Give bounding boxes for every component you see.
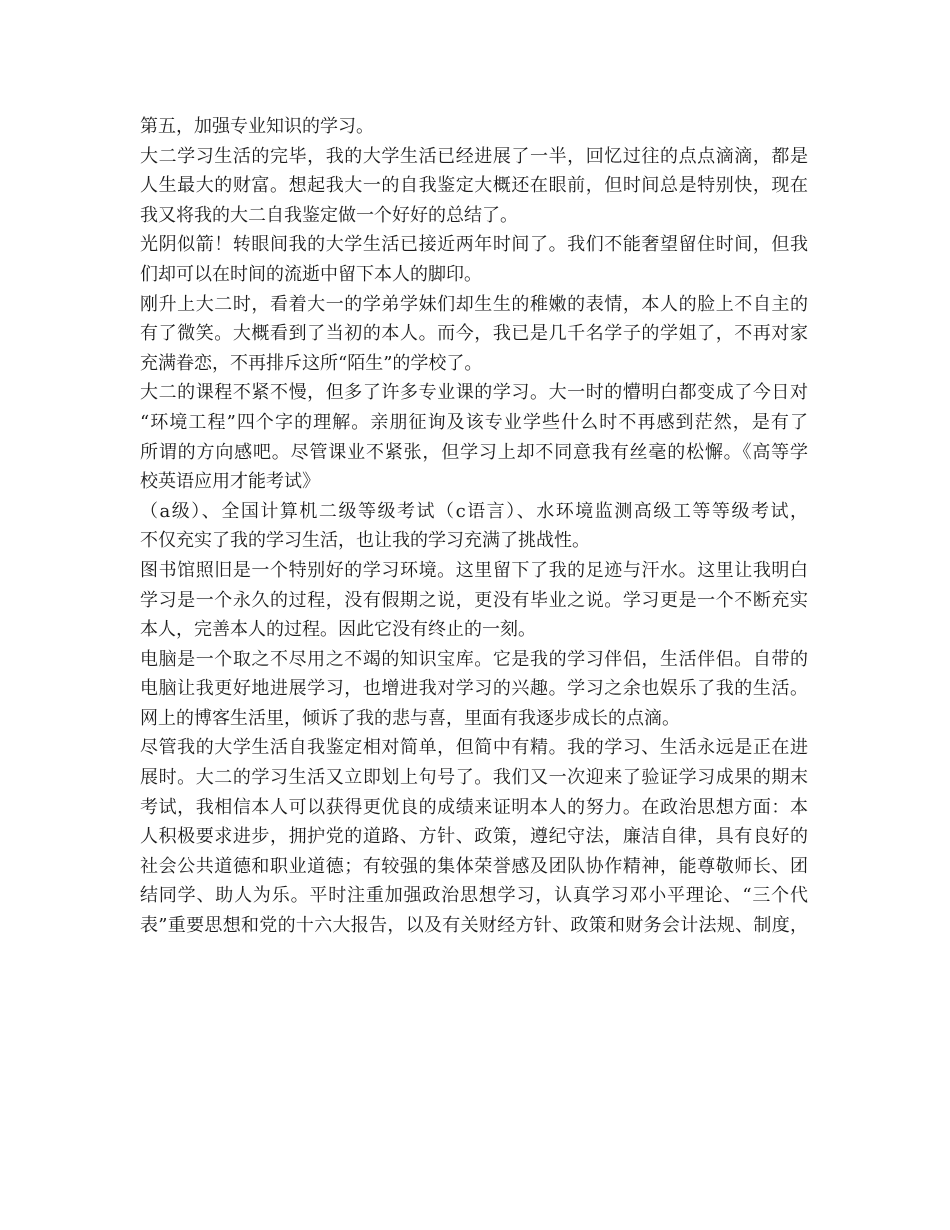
text-line: 社会公共道德和职业道德；有较强的集体荣誉感及团队协作精神，能尊敬师长、团 <box>140 855 808 877</box>
text-line: 们却可以在时间的流逝中留下本人的脚印。 <box>140 263 482 285</box>
text-line: 刚升上大二时，看着大一的学弟学妹们却生生的稚嫩的表情，本人的脸上不自主的 <box>140 293 808 315</box>
text-line: 人生最大的财富。想起我大一的自我鉴定大概还在眼前，但时间总是特别快，现在 <box>140 175 808 197</box>
text-line: 所谓的方向感吧。尽管课业不紧张，但学习上却不同意我有丝毫的松懈。《高等学 <box>140 441 808 463</box>
text-line: 人积极要求进步，拥护党的道路、方针、政策，遵纪守法，廉洁自律，具有良好的 <box>140 826 808 848</box>
text-line: 学习是一个永久的过程，没有假期之说，更没有毕业之说。学习更是一个不断充实 <box>140 589 808 611</box>
text-line: 大二的课程不紧不慢，但多了许多专业课的学习。大一时的懵明白都变成了今日对 <box>140 382 808 404</box>
text-line: 图书馆照旧是一个特别好的学习环境。这里留下了我的足迹与汗水。这里让我明白 <box>140 559 808 581</box>
text-line: “环境工程”四个字的理解。亲朋征询及该专业学些什么时不再感到茫然，是有了 <box>140 411 808 433</box>
text-line: 电脑让我更好地进展学习，也增进我对学习的兴趣。学习之余也娱乐了我的生活。 <box>140 678 808 700</box>
text-line: 表”重要思想和党的十六大报告，以及有关财经方针、政策和财务会计法规、制度， <box>140 915 808 937</box>
text-line: （a级）、全国计算机二级等级考试（c语言）、水环境监测高级工等等级考试， <box>140 500 808 522</box>
text-line: 电脑是一个取之不尽用之不竭的知识宝库。它是我的学习伴侣，生活伴侣。自带的 <box>140 648 808 670</box>
text-line: 展时。大二的学习生活又立即划上句号了。我们又一次迎来了验证学习成果的期末 <box>140 767 808 789</box>
text-line: 校英语应用才能考试》 <box>140 471 320 493</box>
text-line: 我又将我的大二自我鉴定做一个好好的总结了。 <box>140 204 518 226</box>
text-line: 大二学习生活的完毕，我的大学生活已经进展了一半，回忆过往的点点滴滴，都是 <box>140 145 808 167</box>
text-line: 不仅充实了我的学习生活，也让我的学习充满了挑战性。 <box>140 530 590 552</box>
text-line: 有了微笑。大概看到了当初的本人。而今，我已是几千名学子的学姐了，不再对家 <box>140 323 808 345</box>
text-line: 本人，完善本人的过程。因此它没有终止的一刻。 <box>140 619 536 641</box>
text-line: 第五，加强专业知识的学习。 <box>140 116 374 137</box>
text-line: 网上的博客生活里，倾诉了我的悲与喜，里面有我逐步成长的点滴。 <box>140 707 680 729</box>
document-body <box>140 112 830 941</box>
text-line: 尽管我的大学生活自我鉴定相对简单，但简中有精。我的学习、生活永远是正在进 <box>140 737 808 759</box>
text-line: 充满眷恋，不再排斥这所“陌生”的学校了。 <box>140 352 483 374</box>
text-line: 考试，我相信本人可以获得更优良的成绩来证明本人的努力。在政治思想方面：本 <box>140 796 808 818</box>
text-line: 结同学、助人为乐。平时注重加强政治思想学习，认真学习邓小平理论、“三个代 <box>140 885 808 907</box>
text-line: 光阴似箭！转眼间我的大学生活已接近两年时间了。我们不能奢望留住时间，但我 <box>140 234 808 256</box>
